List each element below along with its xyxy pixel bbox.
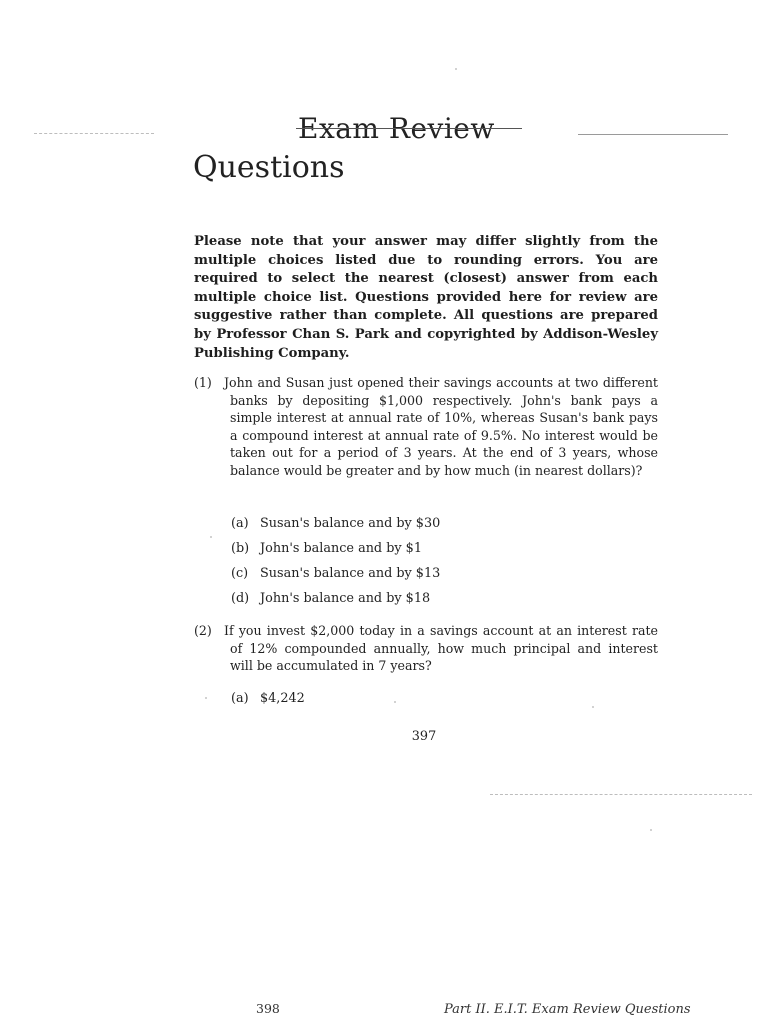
option-text: John's balance and by $1	[260, 541, 422, 556]
option-letter: (d)	[231, 591, 250, 606]
title-strike-line	[296, 128, 522, 129]
question-1	[194, 374, 658, 479]
option-d	[231, 586, 440, 611]
footer-page-number: 398	[256, 1001, 280, 1016]
scan-speck	[205, 697, 207, 699]
scan-artifact-line	[34, 133, 154, 134]
scan-artifact-line	[578, 134, 728, 135]
question-number: (1)	[194, 375, 212, 390]
question-2	[194, 622, 658, 675]
option-letter: (b)	[231, 541, 250, 556]
option-letter: (a)	[231, 516, 249, 531]
footer-running-title: Part II. E.I.T. Exam Review Questions	[444, 1002, 691, 1017]
intro-note: Please note that your answer may differ slightly from the multiple choices listed due to rounding errors. You are required to select the nearest (closest) answer from each multiple choice list. Questions provided here for review are suggestive rather than complete. All questions are prepared by Professor Chan S. Park and copyrighted by Addison-Wesley Publishing Company.	[194, 234, 658, 361]
option-b	[231, 536, 440, 561]
question-1-options	[231, 511, 440, 611]
page-number: 397	[411, 729, 437, 744]
question-text: John and Susan just opened their savings accounts at two different banks by depositing $1,000 respectively. John's bank pays a simple interest at annual rate of 10%, whereas Susan's bank pays a compound interest at annual rate of 9.5%. No interest would be taken out for a period of 3 years. At the end of 3 years, whose balance would be greater and by how much (in nearest dollars)?	[224, 375, 658, 478]
scan-speck	[592, 706, 594, 708]
option-text: Susan's balance and by $30	[260, 516, 441, 531]
scan-speck	[210, 536, 212, 538]
option-text: $4,242	[260, 691, 305, 706]
page-subtitle: Questions	[193, 150, 345, 185]
question-text: If you invest $2,000 today in a savings account at an interest rate of 12% compounded annually, how much principal and interest will be accumulated in 7 years?	[224, 623, 658, 673]
question-2-options	[231, 686, 305, 711]
page-title: Exam Review	[298, 112, 495, 145]
option-c	[231, 561, 440, 586]
scan-speck	[455, 68, 457, 70]
scan-speck	[650, 829, 652, 831]
option-a	[231, 686, 305, 711]
scan-speck	[394, 701, 396, 703]
scan-artifact-line	[490, 794, 752, 795]
option-letter: (c)	[231, 566, 249, 581]
question-number: (2)	[194, 623, 212, 638]
option-text: John's balance and by $18	[260, 591, 431, 606]
option-text: Susan's balance and by $13	[260, 566, 441, 581]
option-letter: (a)	[231, 691, 249, 706]
option-a	[231, 511, 440, 536]
